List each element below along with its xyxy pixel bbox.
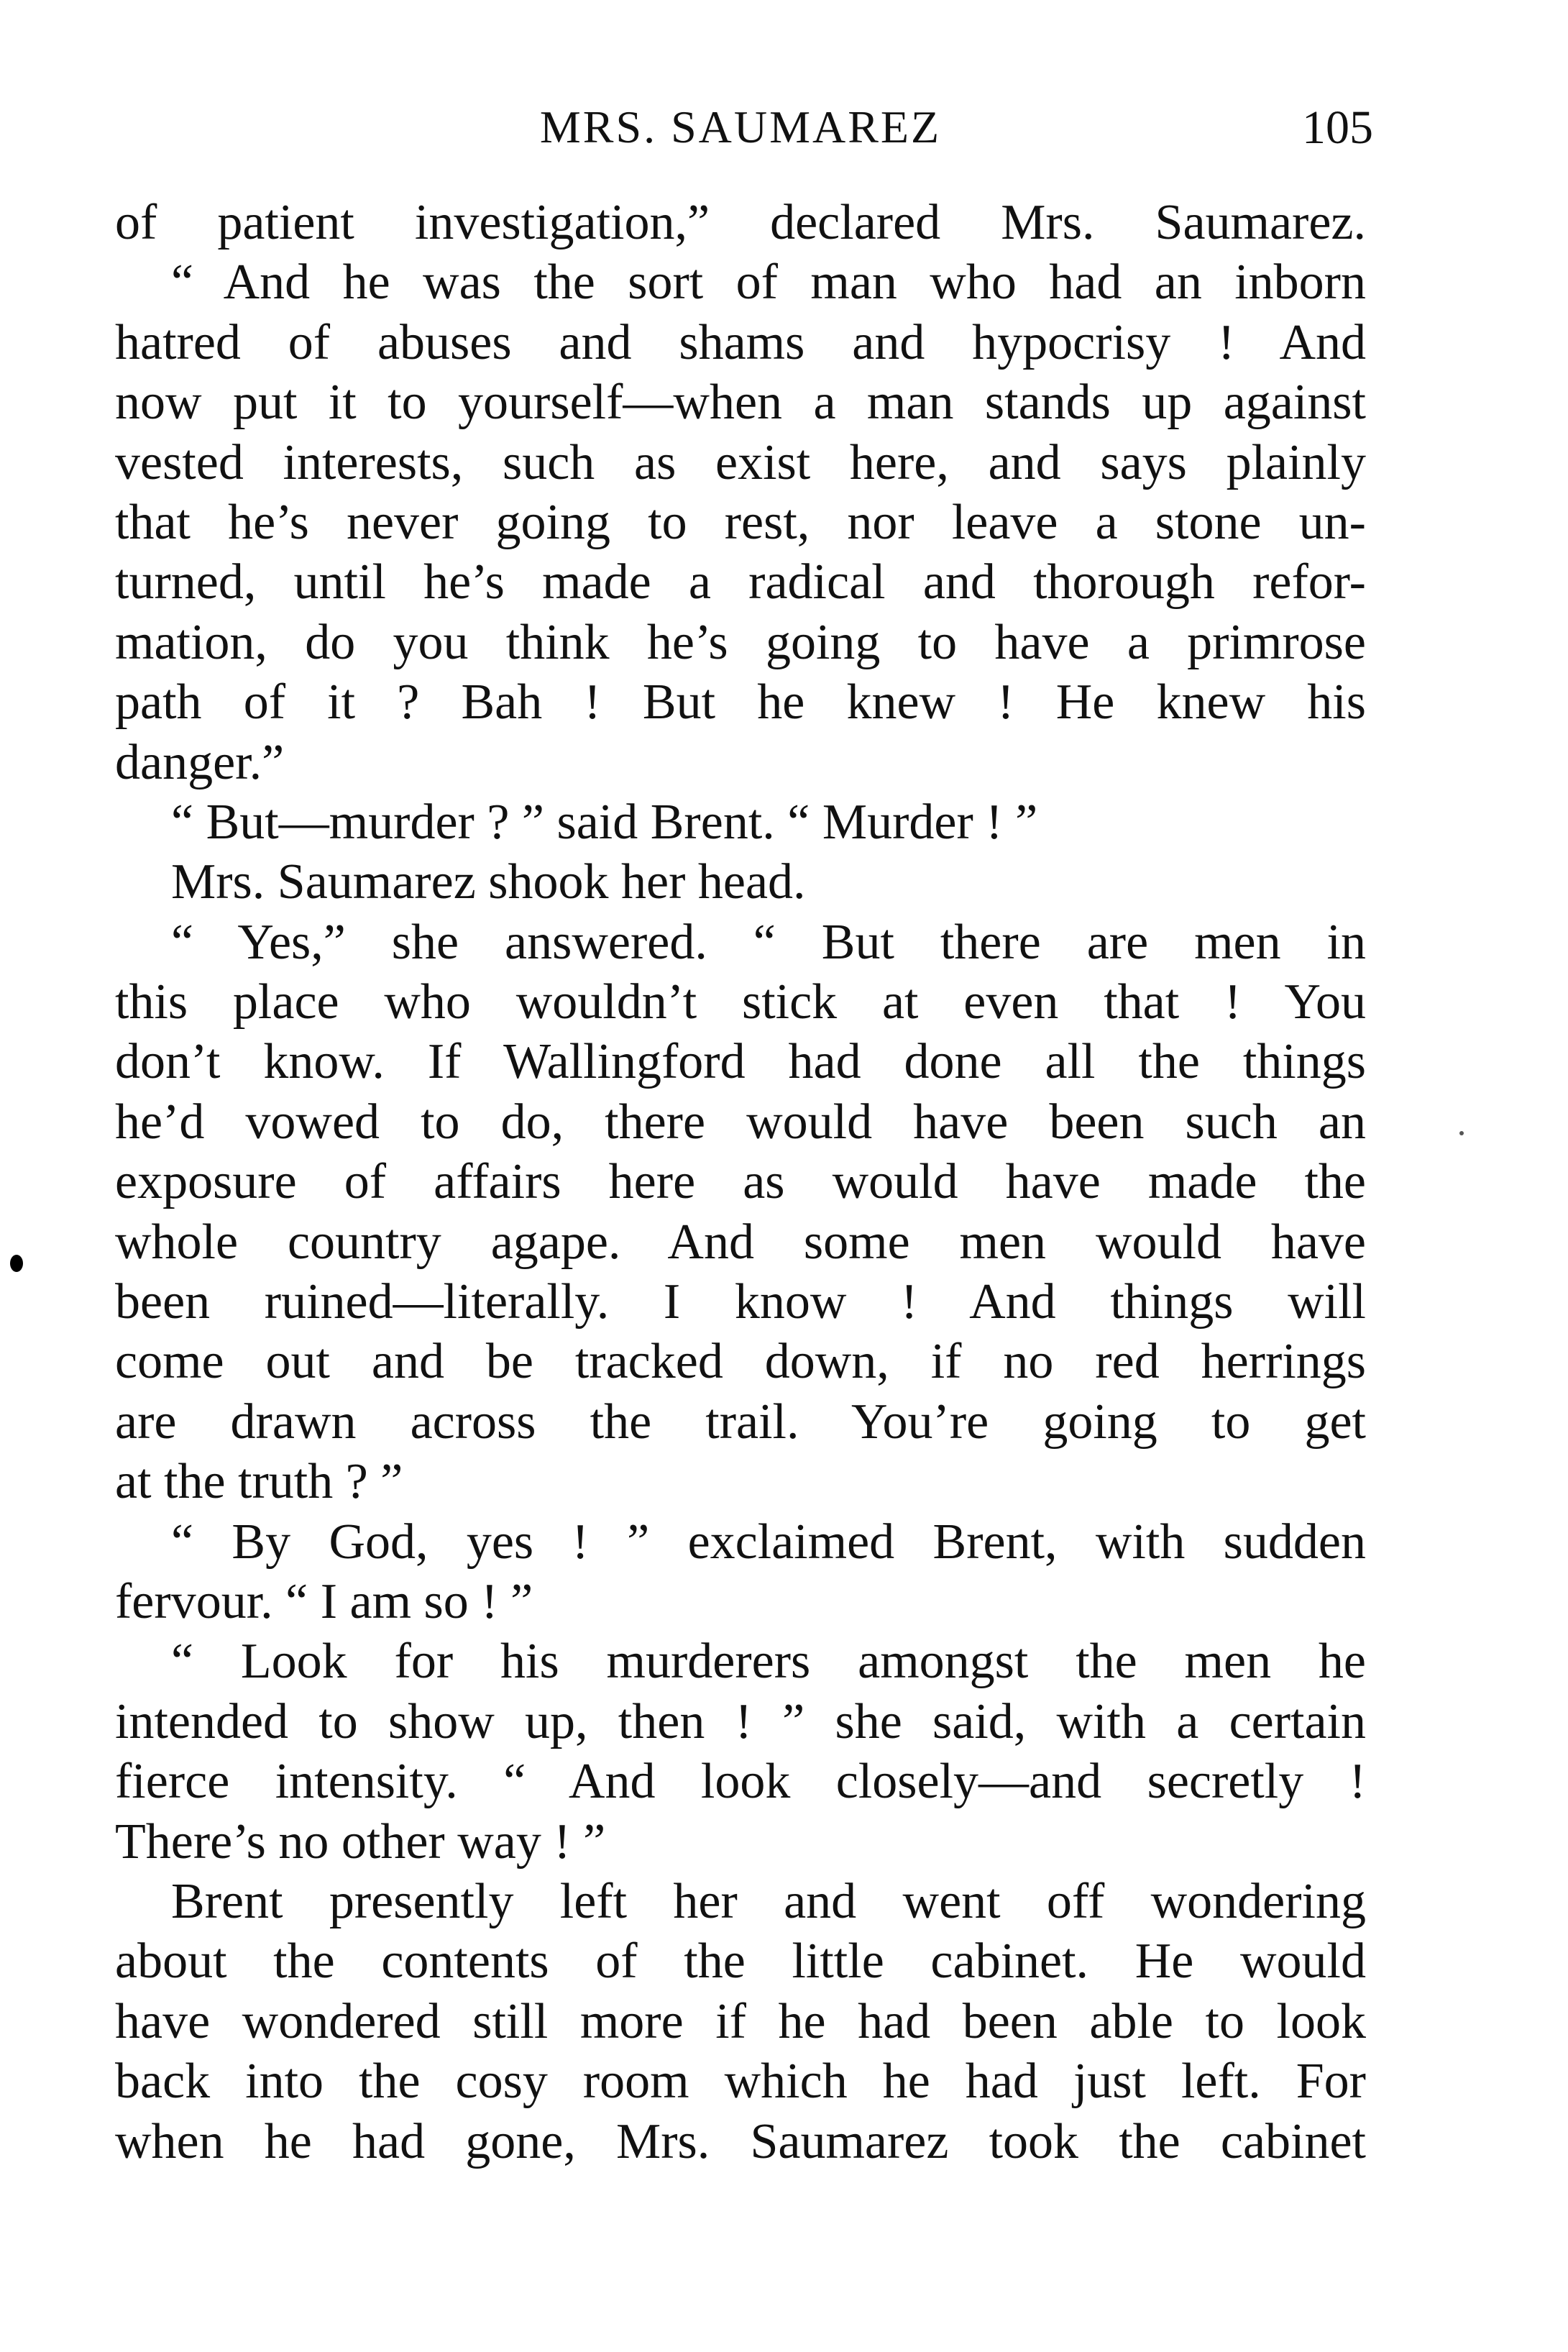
text-line: path of it ? Bah ! But he knew ! He knew his <box>115 674 1366 731</box>
text-line: have wondered still more if he had been able to look <box>115 1993 1366 2049</box>
margin-dust-dot <box>1459 1131 1464 1135</box>
body-text <box>115 193 1366 2172</box>
text-line: are drawn across the trail. You’re going to get <box>115 1394 1366 1450</box>
text-line: that he’s never going to rest, nor leave a stone un- <box>115 494 1366 550</box>
text-line: exposure of affairs here as would have made the <box>115 1154 1366 1210</box>
text-line: been ruined—literally. I know ! And things will <box>115 1274 1366 1330</box>
text-line: “ And he was the sort of man who had an inborn <box>171 255 1366 311</box>
text-line: don’t know. If Wallingford had done all the things <box>115 1034 1366 1090</box>
text-line: back into the cosy room which he had just left. For <box>115 2054 1366 2110</box>
text-line: come out and be tracked down, if no red herrings <box>115 1334 1366 1390</box>
text-line: hatred of abuses and shams and hypocrisy ! And <box>115 314 1366 370</box>
text-line: of patient investigation,” declared Mrs. Saumarez. <box>115 195 1366 250</box>
text-line: “ But—murder ? ” said Brent. “ Murder ! ” <box>171 794 1038 850</box>
page-number: 105 <box>1302 101 1373 154</box>
text-line: danger.” <box>115 734 285 790</box>
text-line: he’d vowed to do, there would have been such an <box>115 1094 1366 1150</box>
text-line: at the truth ? ” <box>115 1454 403 1510</box>
text-line: “ Look for his murderers amongst the men he <box>171 1634 1366 1690</box>
text-line: vested interests, such as exist here, and says plainly <box>115 434 1366 490</box>
text-line: this place who wouldn’t stick at even that ! You <box>115 974 1366 1030</box>
text-line: now put it to yourself—when a man stands up against <box>115 375 1366 431</box>
text-line: intended to show up, then ! ” she said, with a certain <box>115 1693 1366 1749</box>
text-line: fierce intensity. “ And look closely—and secretly ! <box>115 1754 1366 1810</box>
text-line: Brent presently left her and went off wondering <box>171 1873 1366 1929</box>
text-line: about the contents of the little cabinet. He would <box>115 1934 1366 1990</box>
text-line: whole country agape. And some men would have <box>115 1214 1366 1270</box>
text-line: turned, until he’s made a radical and thorough refor- <box>115 554 1366 610</box>
text-line: There’s no other way ! ” <box>115 1813 606 1870</box>
page-header <box>115 101 1373 165</box>
running-title: MRS. SAUMAREZ <box>539 101 942 152</box>
text-line: Mrs. Saumarez shook her head. <box>171 854 806 910</box>
margin-ink-speck <box>10 1255 23 1272</box>
text-line: when he had gone, Mrs. Saumarez took the cabinet <box>115 2113 1366 2169</box>
text-line: fervour. “ I am so ! ” <box>115 1573 533 1629</box>
text-line: mation, do you think he’s going to have a primrose <box>115 614 1366 670</box>
text-line: “ Yes,” she answered. “ But there are men in <box>171 914 1366 970</box>
text-line: “ By God, yes ! ” exclaimed Brent, with sudden <box>171 1514 1366 1570</box>
